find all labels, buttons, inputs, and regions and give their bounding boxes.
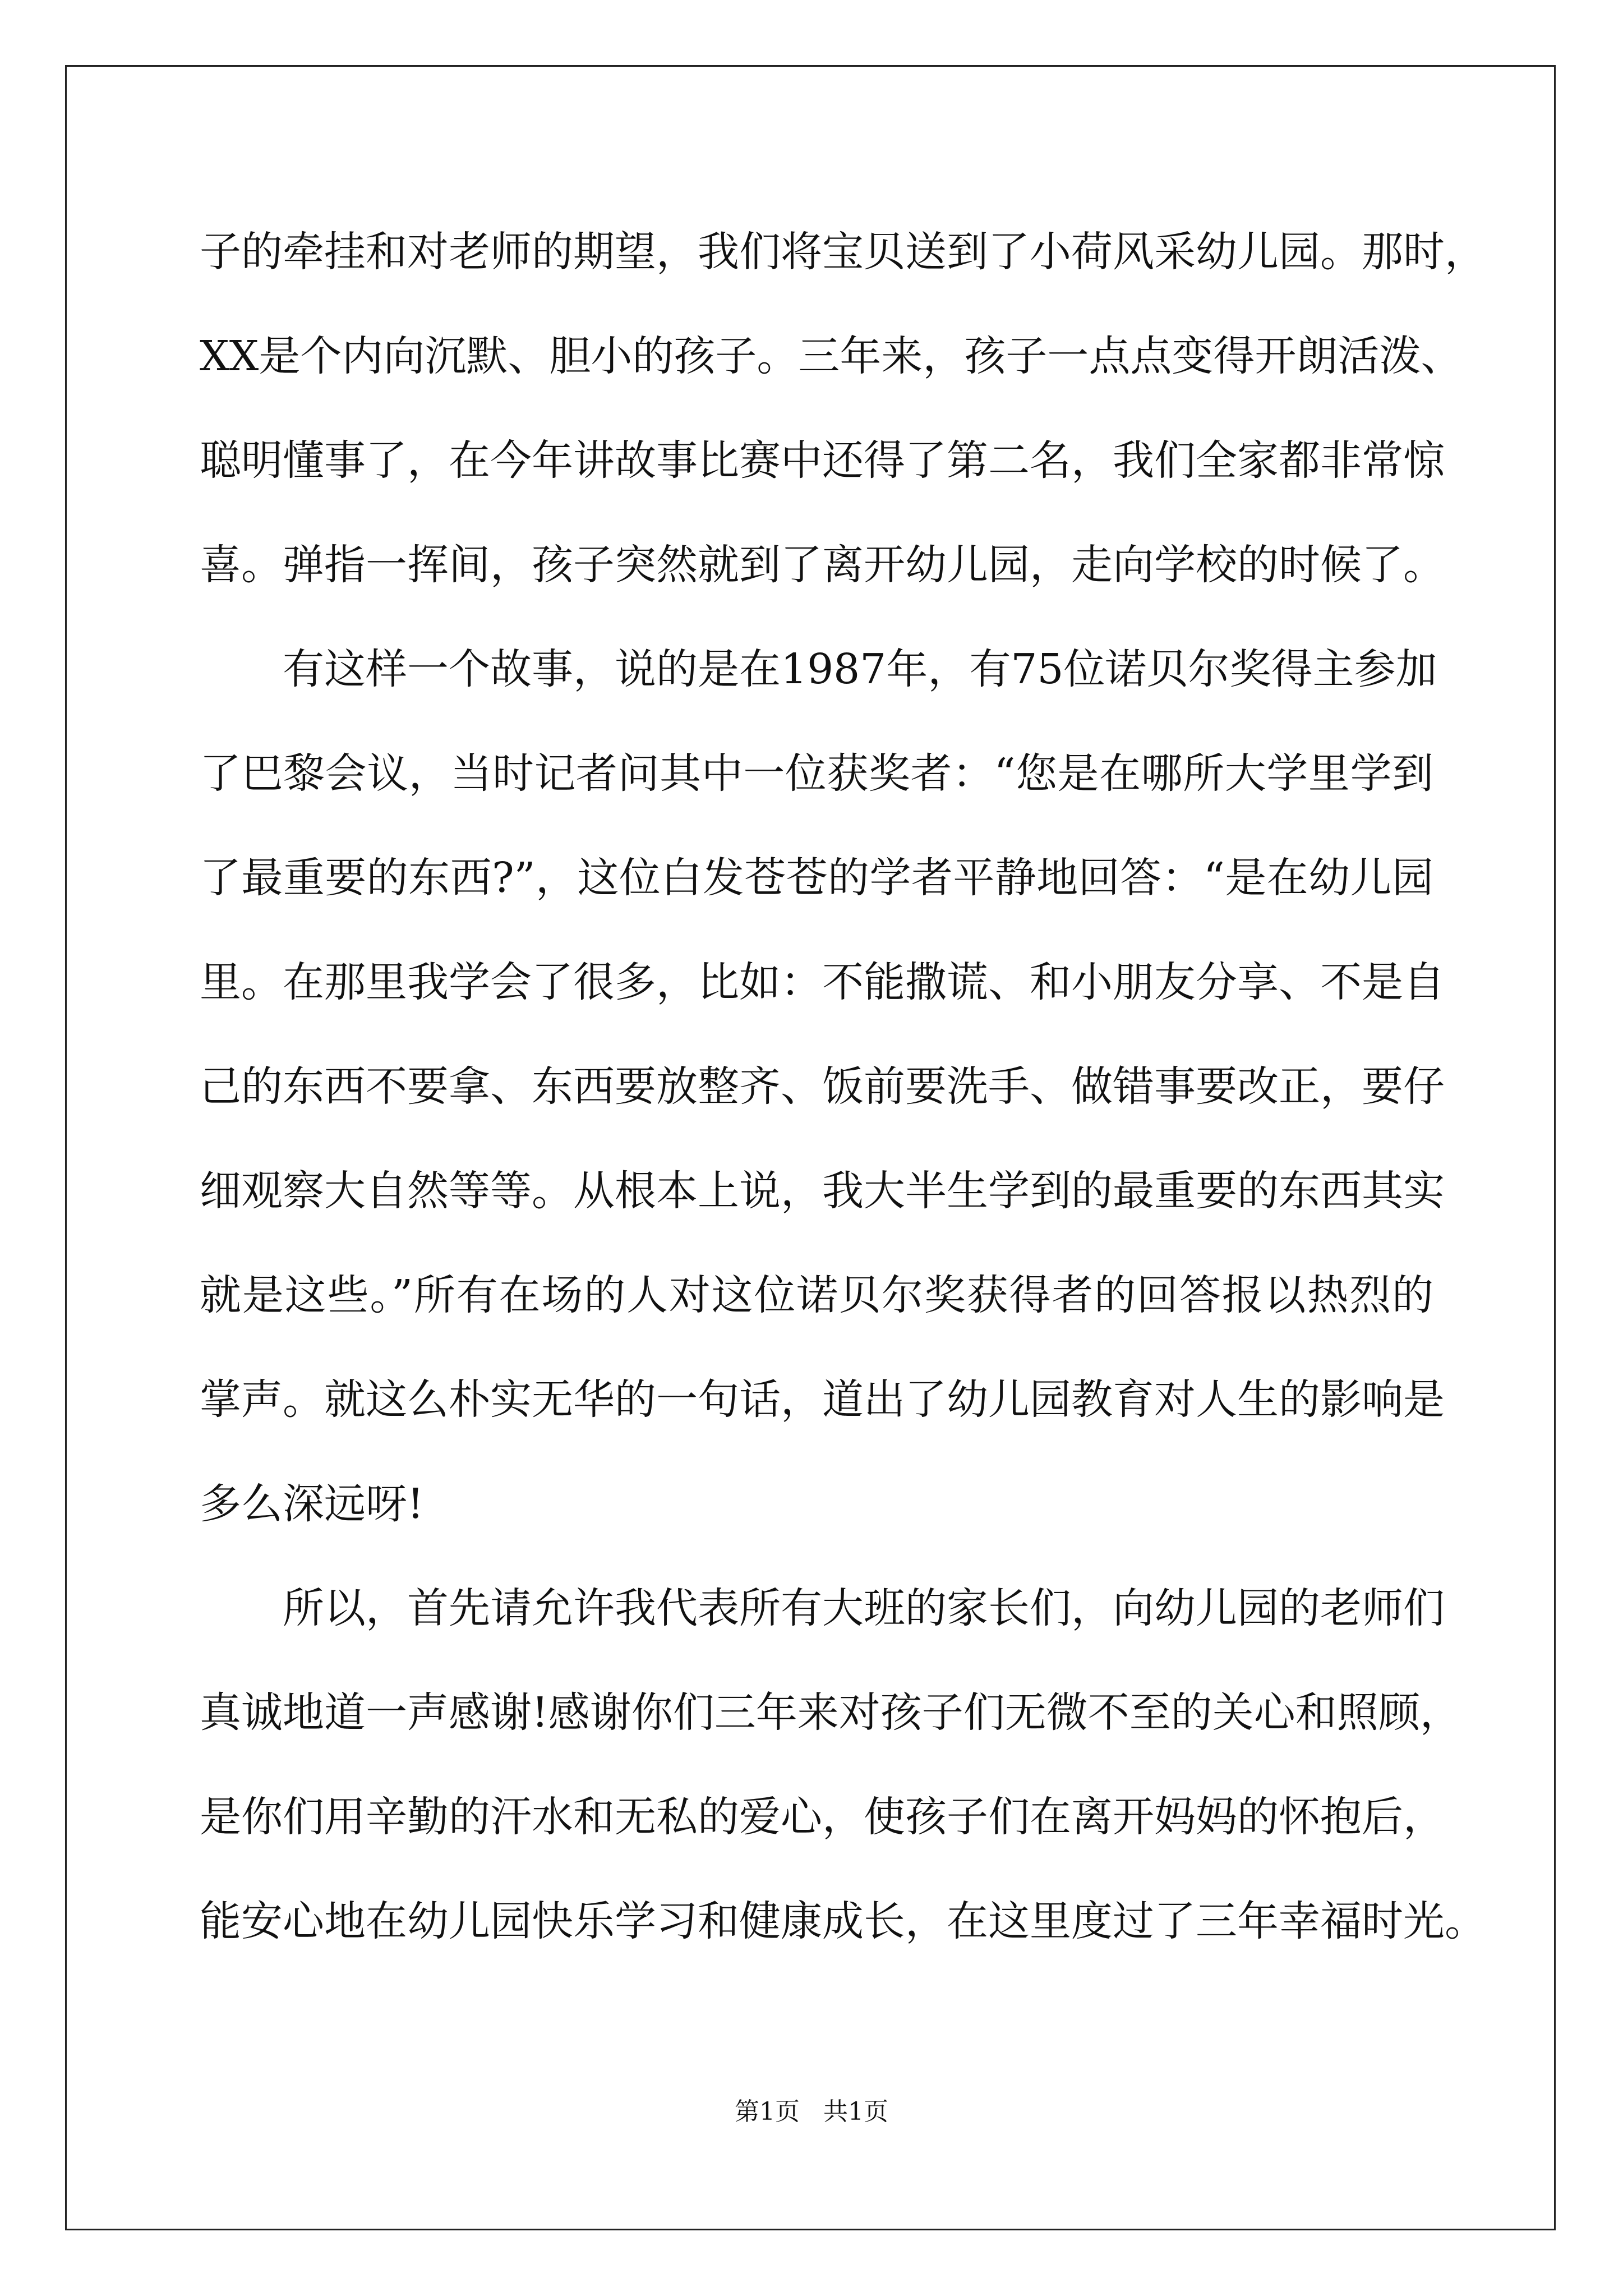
text-line: 喜。弹指一挥间，孩子突然就到了离开幼儿园，走向学校的时候了。 [200, 541, 1445, 589]
text-line: 能安心地在幼儿园快乐学习和健康成长，在这里度过了三年幸福时光。 [200, 1897, 1486, 1945]
text-line: 了最重要的东西?”，这位白发苍苍的学者平静地回答：“是在幼儿园 [200, 854, 1433, 902]
document-body [200, 200, 1486, 1973]
text-line: 是你们用辛勤的汗水和无私的爱心，使孩子们在离开妈妈的怀抱后， [200, 1793, 1445, 1841]
text-line: 聪明懂事了，在今年讲故事比赛中还得了第二名，我们全家都非常惊 [200, 436, 1445, 485]
paragraph-first-line: 有这样一个故事，说的是在1987年，有75位诺贝尔奖得主参加 [283, 645, 1437, 693]
paragraph-first-line: 所以，首先请允许我代表所有大班的家长们，向幼儿园的老师们 [283, 1584, 1445, 1632]
text-line: 里。在那里我学会了很多，比如：不能撒谎、和小朋友分享、不是自 [200, 958, 1445, 1006]
text-line: 真诚地道一声感谢!感谢你们三年来对孩子们无微不至的关心和照顾， [200, 1688, 1461, 1737]
text-line: XX是个内向沉默、胆小的孩子。三年来，孩子一点点变得开朗活泼、 [200, 332, 1463, 380]
text-line: 子的牵挂和对老师的期望，我们将宝贝送到了小荷风采幼儿园。那时， [200, 228, 1486, 276]
paragraph-last-line: 多么深远呀! [200, 1480, 424, 1528]
text-line: 掌声。就这么朴实无华的一句话，道出了幼儿园教育对人生的影响是 [200, 1375, 1445, 1424]
page-number-footer: 第1页 共1页 [735, 2097, 888, 2126]
text-line: 己的东西不要拿、东西要放整齐、饭前要洗手、做错事要改正，要仔 [200, 1062, 1445, 1111]
text-line: 了巴黎会议，当时记者问其中一位获奖者：“您是在哪所大学里学到 [200, 749, 1433, 798]
text-line: 就是这些。”所有在场的人对这位诺贝尔奖获得者的回答报以热烈的 [200, 1271, 1433, 1319]
text-line: 细观察大自然等等。从根本上说，我大半生学到的最重要的东西其实 [200, 1167, 1445, 1215]
